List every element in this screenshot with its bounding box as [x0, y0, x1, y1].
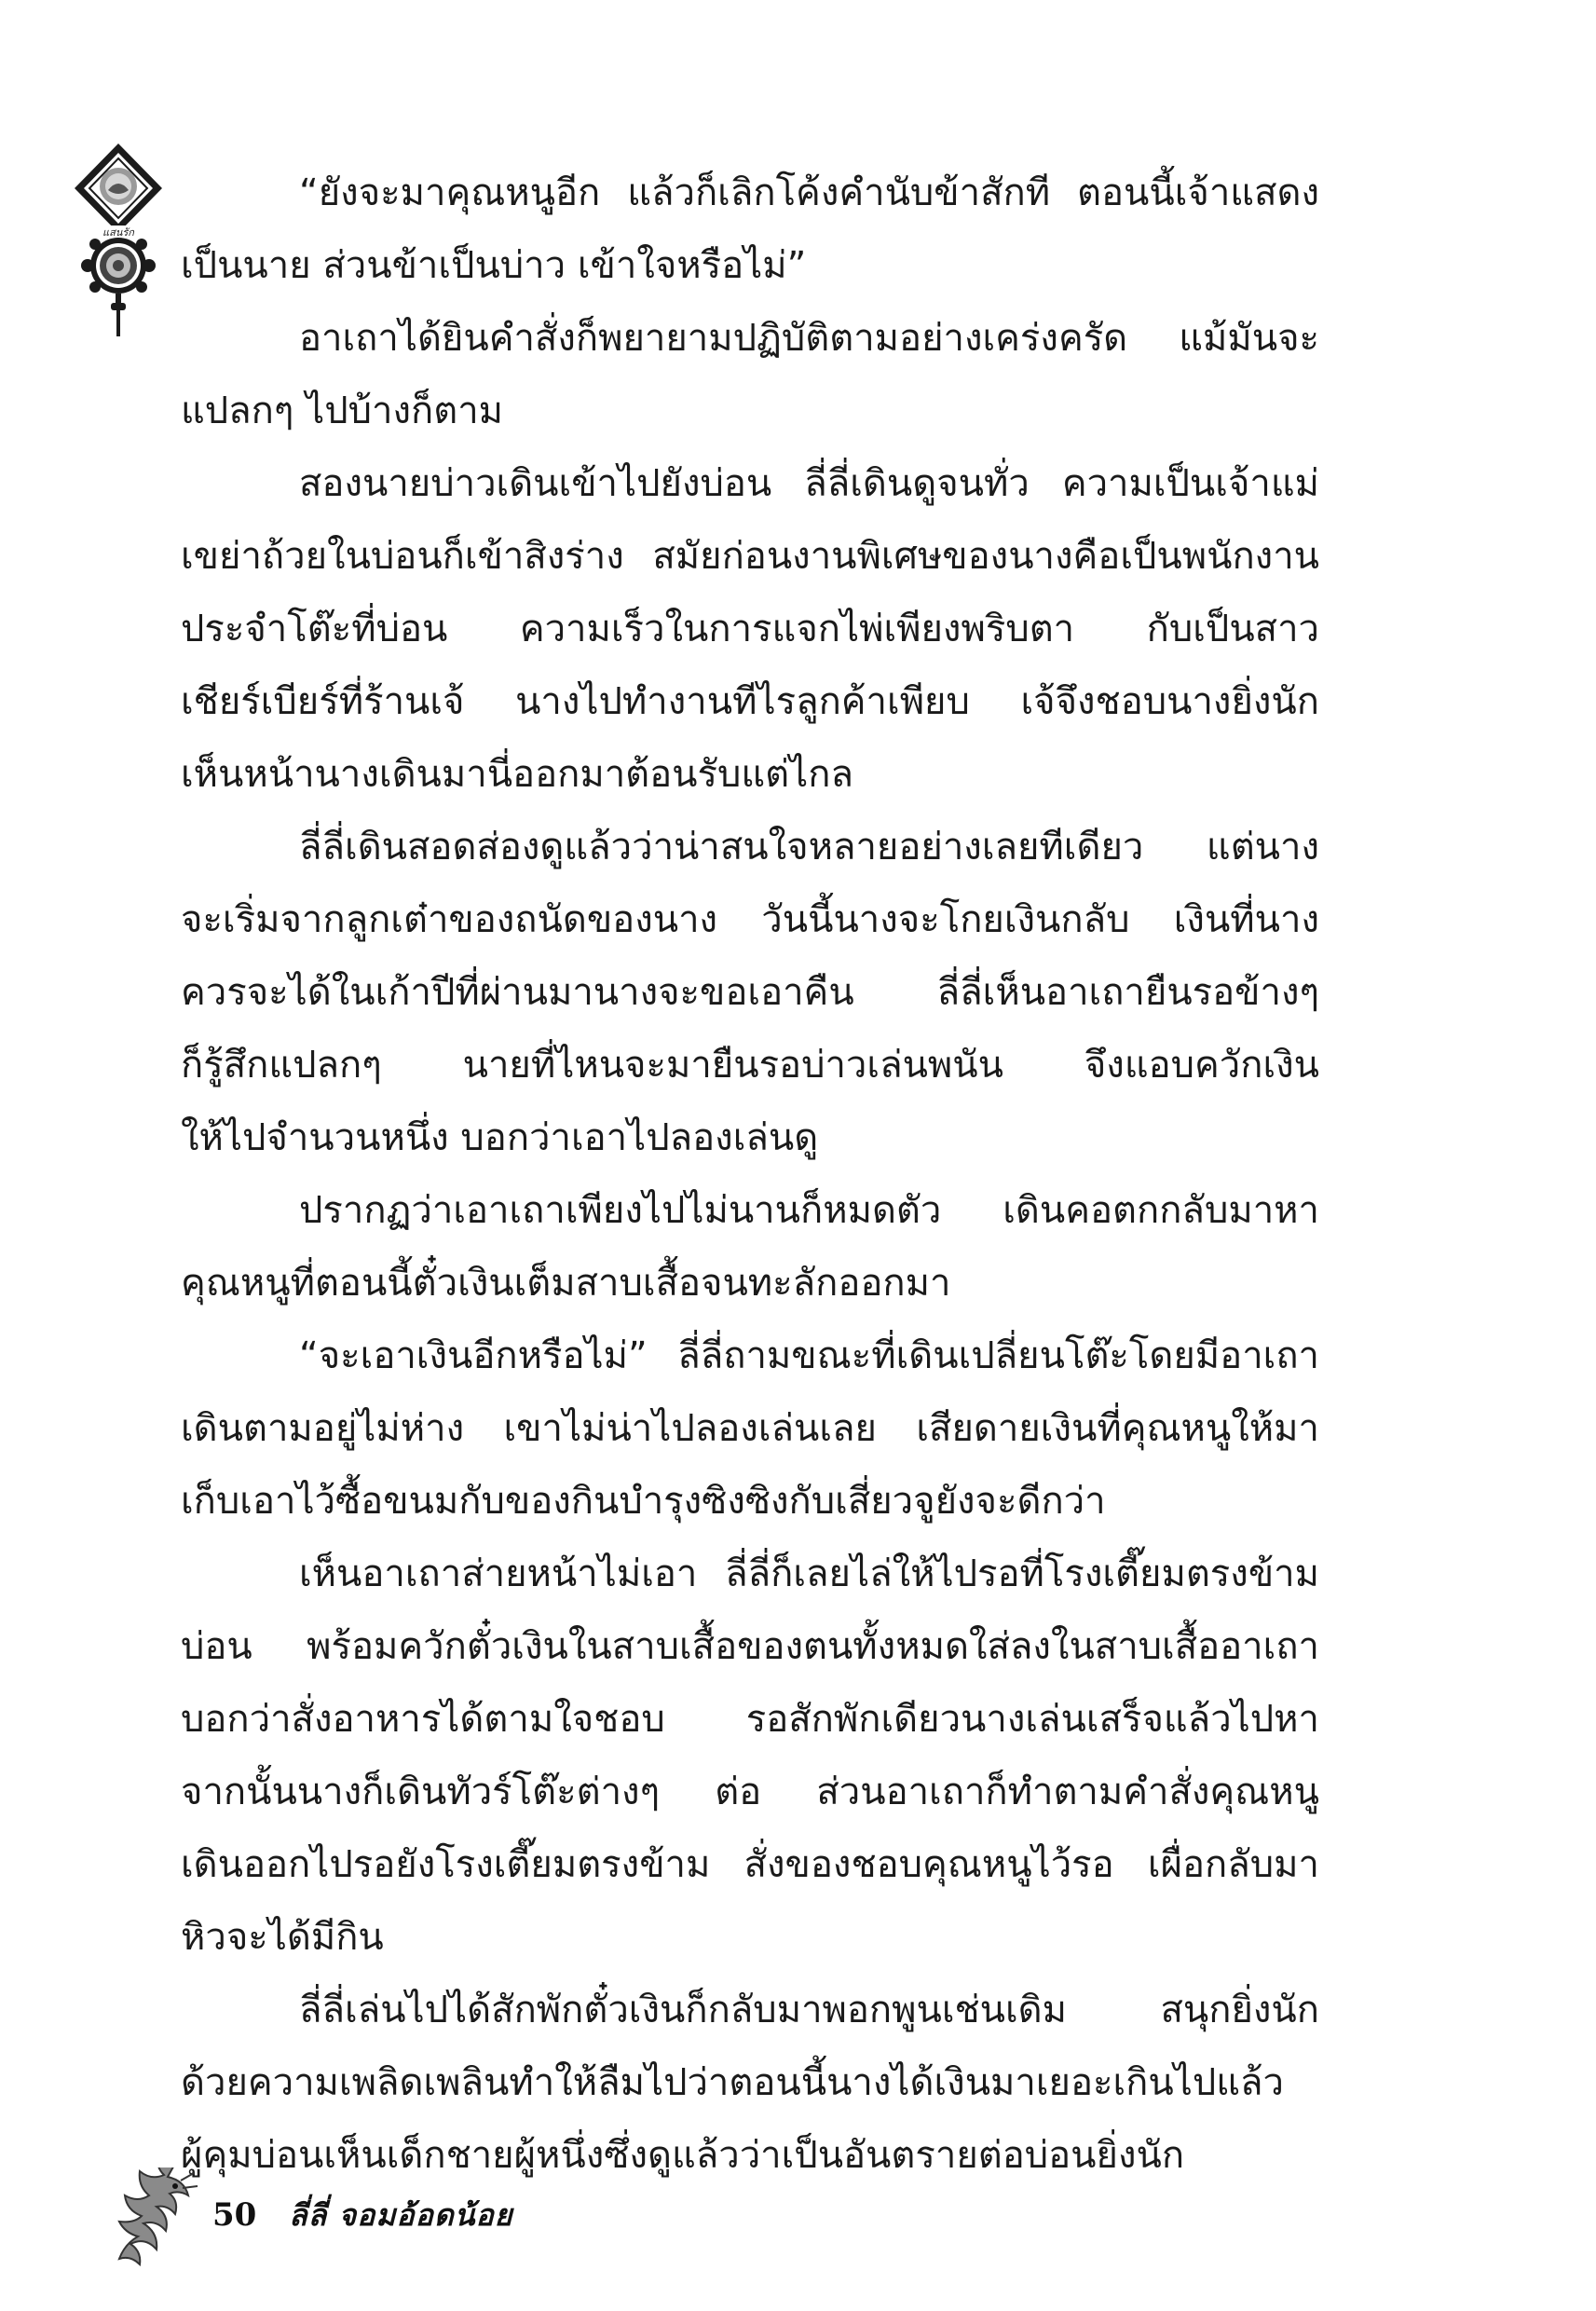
text-line: เดินตามอยู่ไม่ห่าง เขาไม่น่าไปลองเล่นเลย เสียดายเงินที่คุณหนูให้มา: [181, 1407, 1319, 1450]
text-line: ควรจะได้ในเก้าปีที่ผ่านมานางจะขอเอาคืน ลี่ลี่เห็นอาเถายืนรอข้างๆ: [181, 971, 1319, 1014]
text-line: ผู้คุมบ่อนเห็นเด็กชายผู้หนึ่งซึ่งดูแล้วว่าเป็นอันตรายต่อบ่อนยิ่งนัก: [181, 2134, 1185, 2177]
text-line: หิวจะได้มีกิน: [181, 1916, 384, 1959]
text-line: แปลกๆ ไปบ้างก็ตาม: [181, 390, 504, 432]
text-line: ลี่ลี่เล่นไปได้สักพักตั๋วเงินก็กลับมาพอกพูนเช่นเดิม สนุกยิ่งนัก: [299, 1989, 1319, 2031]
text-line: สองนายบ่าวเดินเข้าไปยังบ่อน ลี่ลี่เดินดูจนทั่ว ความเป็นเจ้าแม่: [299, 462, 1319, 505]
text-line: ด้วยความเพลิดเพลินทำให้ลืมไปว่าตอนนี้นางได้เงินมาเยอะเกินไปแล้ว: [181, 2061, 1284, 2104]
text-line: เดินออกไปรอยังโรงเตี๊ยมตรงข้าม สั่งของชอบคุณหนูไว้รอ เผื่อกลับมา: [181, 1843, 1319, 1886]
text-line: เห็นหน้านางเดินมานี่ออกมาต้อนรับแต่ไกล: [181, 753, 853, 796]
text-line: เป็นนาย ส่วนข้าเป็นบ่าว เข้าใจหรือไม่”: [181, 244, 807, 287]
page-number: 50: [212, 2196, 257, 2234]
text-line: ปรากฏว่าเอาเถาเพียงไปไม่นานก็หมดตัว เดินคอตกกลับมาหา: [299, 1189, 1319, 1232]
text-line: บ่อน พร้อมควักตั๋วเงินในสาบเสื้อของตนทั้งหมดใส่ลงในสาบเสื้ออาเถา: [181, 1625, 1319, 1668]
running-title: ลี่ลี่ จอมอ้อดน้อย: [289, 2197, 513, 2233]
text-line: บอกว่าสั่งอาหารได้ตามใจชอบ รอสักพักเดียวนางเล่นเสร็จแล้วไปหา: [181, 1698, 1319, 1741]
text-line: ก็รู้สึกแปลกๆ นายที่ไหนจะมายืนรอบ่าวเล่นพนัน จึงแอบควักเงิน: [181, 1044, 1319, 1087]
text-line: เขย่าถ้วยในบ่อนก็เข้าสิงร่าง สมัยก่อนงานพิเศษของนางคือเป็นพนักงาน: [181, 535, 1319, 578]
body-text: [181, 157, 1319, 2192]
text-line: เห็นอาเถาส่ายหน้าไม่เอา ลี่ลี่ก็เลยไล่ให้ไปรอที่โรงเตี๊ยมตรงข้าม: [299, 1552, 1319, 1595]
dragon-icon: [102, 2167, 205, 2298]
ornament-label: แสนรัก: [102, 226, 134, 239]
text-line: คุณหนูที่ตอนนี้ตั๋วเงินเต็มสาบเสื้อจนทะลักออกมา: [181, 1262, 951, 1305]
text-line: ลี่ลี่เดินสอดส่องดูแล้วว่าน่าสนใจหลายอย่างเลยทีเดียว แต่นาง: [299, 826, 1319, 868]
text-line: “ยังจะมาคุณหนูอีก แล้วก็เลิกโค้งคำนับข้าสักที ตอนนี้เจ้าแสดง: [299, 171, 1319, 214]
text-line: เชียร์เบียร์ที่ร้านเจ้ นางไปทำงานทีไรลูกค้าเพียบ เจ้จึงชอบนางยิ่งนัก: [181, 680, 1319, 723]
text-line: จะเริ่มจากลูกเต๋าของถนัดของนาง วันนี้นางจะโกยเงินกลับ เงินที่นาง: [181, 898, 1319, 941]
text-line: ประจำโต๊ะที่บ่อน ความเร็วในการแจกไพ่เพียงพริบตา กับเป็นสาว: [181, 608, 1319, 650]
text-line: จากนั้นนางก็เดินทัวร์โต๊ะต่างๆ ต่อ ส่วนอาเถาก็ทำตามคำสั่งคุณหนู: [181, 1771, 1319, 1813]
text-line: “จะเอาเงินอีกหรือไม่” ลี่ลี่ถามขณะที่เดินเปลี่ยนโต๊ะโดยมีอาเถา: [299, 1334, 1319, 1377]
text-line: ให้ไปจำนวนหนึ่ง บอกว่าเอาไปลองเล่นดู: [181, 1116, 819, 1159]
text-line: อาเถาได้ยินคำสั่งก็พยายามปฏิบัติตามอย่างเคร่งครัด แม้มันจะ: [299, 317, 1319, 360]
text-line: เก็บเอาไว้ซื้อขนมกับของกินบำรุงซิงซิงกับเสี่ยวจูยังจะดีกว่า: [181, 1480, 1106, 1523]
